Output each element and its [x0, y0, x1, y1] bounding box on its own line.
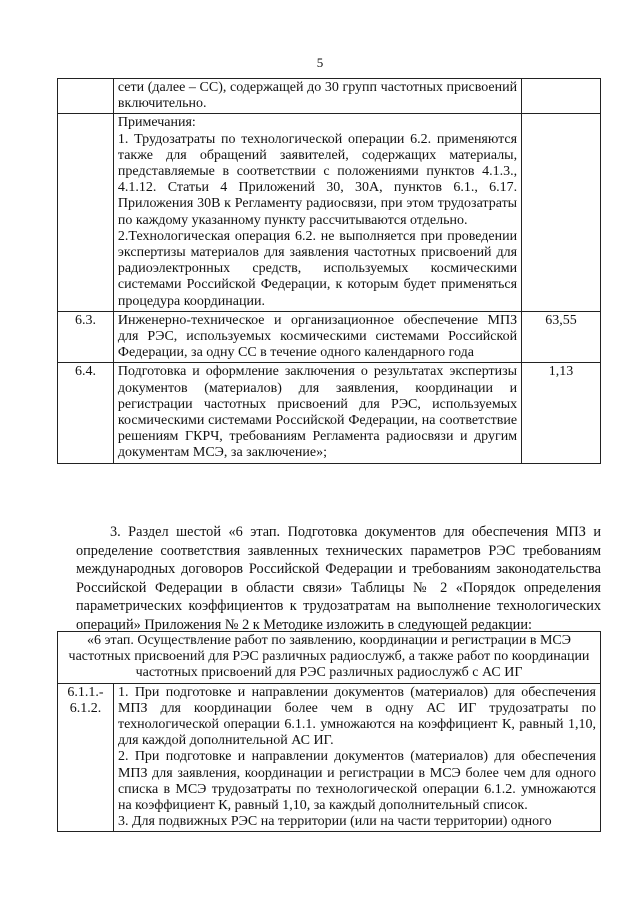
row-value: 63,55: [522, 311, 601, 363]
table-row: [58, 363, 601, 463]
note-item: 2.Технологическая операция 6.2. не выполняется при проведении экспертизы материалов для заявления частотных присвоений для радиоэлектронных средств, используемых космическими системами Российской Федерации, к которым будет применяться процедура координации.: [117, 228, 518, 309]
page-number: 5: [316, 55, 324, 70]
table-row: [58, 311, 601, 363]
notes-title: Примечания:: [117, 115, 196, 131]
table-row: [58, 114, 601, 311]
note-item: 1. Трудозатраты по технологической операции 6.2. применяются также для обращений заявителей, содержащих материалы, представляемые в соответствии с положениями пунктов 4.1.3., 4.1.12. Статьи 4 Приложений 30, 30А, пунктов 6.1., 6.17. Приложения 30В к Регламенту радиосвязи, при этом трудозатраты по каждому указанному пункту рассчитываются отдельно.: [117, 131, 518, 228]
row-value: [522, 79, 601, 114]
tariff-table-continued: [57, 78, 601, 464]
amendment-paragraph: 3. Раздел шестой «6 этап. Подготовка документов для обеспечения МПЗ и определение соответствия заявленных технических параметров РЭС требованиям международных договоров Российской Федерации и требованиям законодательства Российской Федерации в области связи» Таблицы № 2 «Порядок определения параметрических коэффициентов к трудозатратам на выполнение технологических операций» Приложения № 2 к Методике изложить в следующей редакции:: [76, 524, 601, 633]
row-number: 6.4.: [58, 363, 114, 463]
stage-header: «6 этап. Осуществление работ по заявлению, координации и регистрации в МСЭ частотных присвоений для РЭС различных радиослужб, а также работ по координации частотных присвоений для РЭС различных радиослужб с АС ИГ: [58, 632, 601, 684]
stage-6-table: [57, 631, 601, 832]
row-value: 1,13: [522, 363, 601, 463]
row-number: 6.1.1.- 6.1.2.: [58, 683, 114, 832]
row-value: [522, 114, 601, 311]
coefficient-item: 3. Для подвижных РЭС на территории (или на части территории) одного: [117, 814, 552, 830]
notes-cell: [113, 114, 521, 311]
row-number: [58, 114, 114, 311]
row-description: Подготовка и оформление заключения о результатах экспертизы документов (материалов) для заявления, координации и регистрации частотных присвоений для РЭС, используемых космическими системами Российской Федерации, на соответствие решениям ГКРЧ, требованиям Регламента радиосвязи и другим документам МСЭ, за заключение»;: [113, 363, 521, 463]
row-description: сети (далее – СС), содержащей до 30 групп частотных присвоений включительно.: [113, 79, 521, 114]
coefficient-item: 1. При подготовке и направлении документов (материалов) для обеспечения МПЗ для координации более чем в одну АС ИГ трудозатраты по технологической операции 6.1.1. умножаются на коэффициент К, равный 1,10, для каждой дополнительной АС ИГ.: [117, 684, 596, 749]
coefficients-cell: [113, 683, 600, 832]
table-row: [58, 683, 601, 832]
row-description: Инженерно-техническое и организационное обеспечение МПЗ для РЭС, используемых космическими системами Российской Федерации, за одну СС в течение одного календарного года: [113, 311, 521, 363]
table-header-row: [58, 632, 601, 684]
table-row: [58, 79, 601, 114]
row-number: 6.3.: [58, 311, 114, 363]
row-number: [58, 79, 114, 114]
coefficient-item: 2. При подготовке и направлении документов (материалов) для обеспечения МПЗ для заявления, координации и регистрации в МСЭ более чем для одного списка в МСЭ трудозатраты по технологической операции 6.1.2. умножаются на коэффициент К, равный 1,10, за каждый дополнительный список.: [117, 749, 596, 814]
